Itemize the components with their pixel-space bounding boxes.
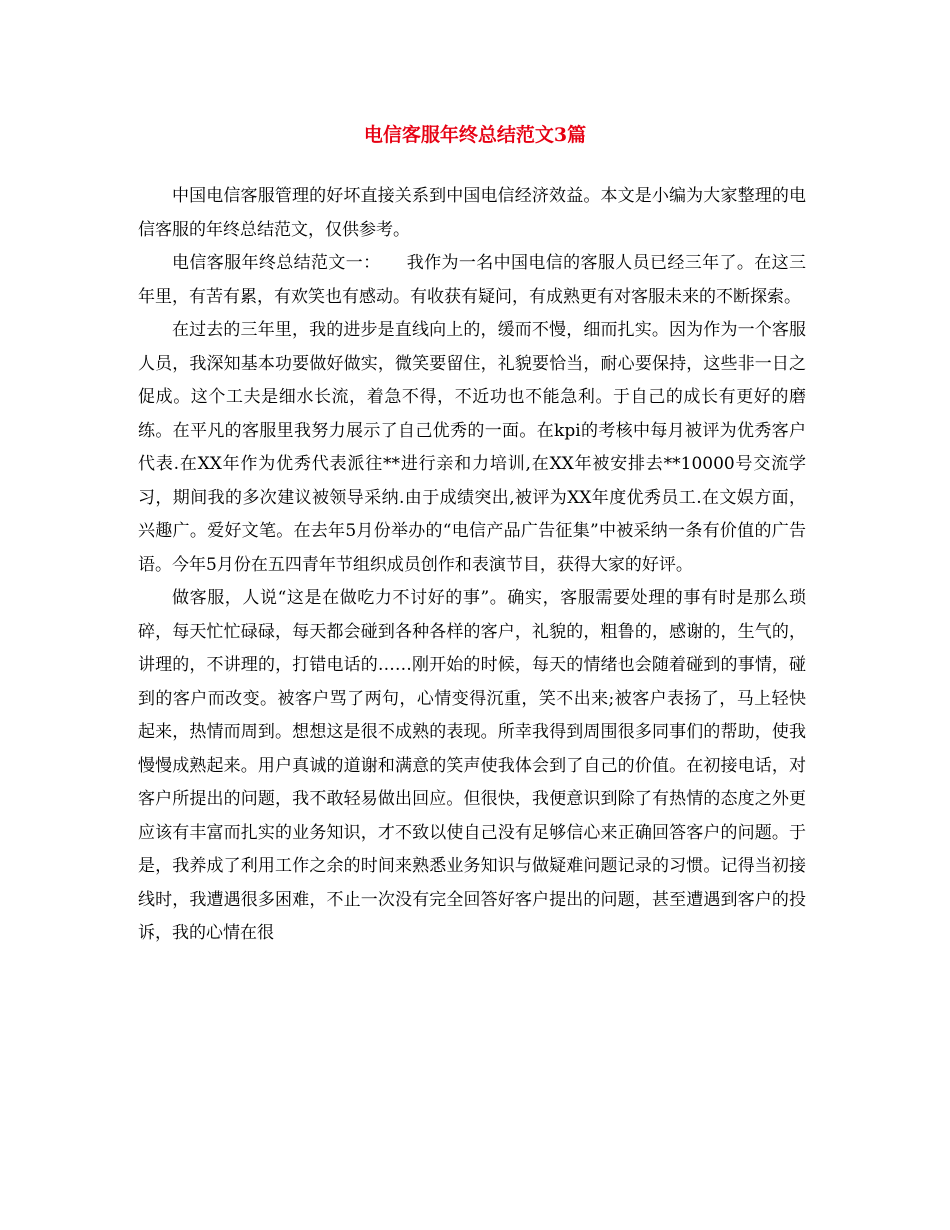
paragraph-sample-one-opening: 电信客服年终总结范文一： 我作为一名中国电信的客服人员已经三年了。在这三年里，有苦有累，有欢笑也有感动。有收获有疑问，有成熟更有对客服未来的不断探索。 [138, 253, 806, 307]
paragraph-intro: 中国电信客服管理的好坏直接关系到中国电信经济效益。本文是小编为大家整理的电信客服的年终总结范文，仅供参考。 [138, 186, 806, 240]
paragraph-progress: 在过去的三年里，我的进步是直线向上的，缓而不慢，细而扎实。因为作为一个客服人员，我深知基本功要做好做实，微笑要留住，礼貌要恰当，耐心要保持，这些非一日之促成。这个工夫是细水长流，着急不得，不近功也不能急利。于自己的成长有更好的磨练。在平凡的客服里我努力展示了自己优秀的一面。在kpi的考核中每月被评为优秀客户代表.在XX年作为优秀代表派往**进行亲和力培训,在XX年被安排去**10000号交流学习，期间我的多次建议被领导采纳.由于成绩突出,被评为XX年度优秀员工.在文娱方面，兴趣广。爱好文笔。在去年5月份举办的“电信产品广告征集”中被采纳一条有价值的广告语。今年5月份在五四青年节组织成员创作和表演节目，获得大家的好评。 [138, 320, 806, 575]
paragraph-customer-service: 做客服，人说“这是在做吃力不讨好的事”。确实，客服需要处理的事有时是那么琐碎，每天忙忙碌碌，每天都会碰到各种各样的客户，礼貌的，粗鲁的，感谢的，生气的，讲理的，不讲理的，打错电话的……刚开始的时候，每天的情绪也会随着碰到的事情，碰到的客户而改变。被客户骂了两句，心情变得沉重，笑不出来;被客户表扬了，马上轻快起来，热情而周到。想想这是很不成熟的表现。所幸我得到周围很多同事们的帮助，使我慢慢成熟起来。用户真诚的道谢和满意的笑声使我体会到了自己的价值。在初接电话，对客户所提出的问题，我不敢轻易做出回应。但很快，我便意识到除了有热情的态度之外更应该有丰富而扎实的业务知识，才不致以使自己没有足够信心来正确回答客户的问题。于是，我养成了利用工作之余的时间来熟悉业务知识与做疑难问题记录的习惯。记得当初接线时，我遭遇很多困难，不止一次没有完全回答好客户提出的问题，甚至遭遇到客户的投诉，我的心情在很 [138, 588, 806, 943]
document-body [138, 180, 806, 951]
document-title: 电信客服年终总结范文3篇 [363, 124, 587, 146]
